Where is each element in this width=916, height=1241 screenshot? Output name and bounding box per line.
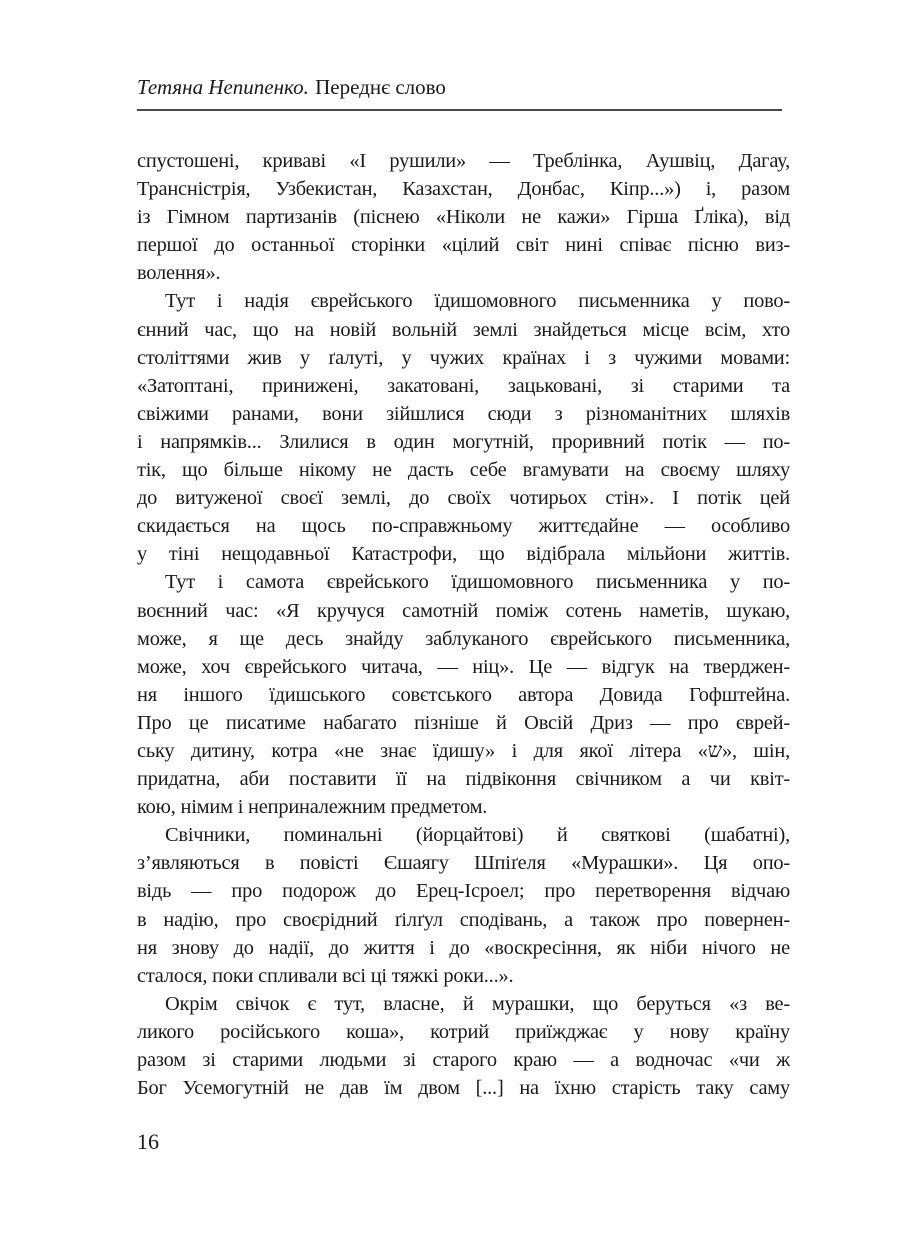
text-line: Бог Усемогутній не дав їм двом [...] на їхню старість таку саму (137, 1077, 790, 1100)
text-line: воєнний час: «Я кручуся самотній поміж сотень наметів, шукаю, (137, 599, 790, 622)
text-line: першої до останньої сторінки «цілий світ нині співає пісню виз- (137, 234, 790, 257)
text-line: і напрямків... Злилися в один могутній, проривний потік — по- (137, 430, 790, 453)
text-line: спустошені, криваві «І рушили» — Треблінка, Аушвіц, Дагау, (137, 150, 790, 172)
text-line: придатна, аби поставити її на підвіконня свічником а чи квіт- (137, 768, 790, 791)
text-line: ня іншого їдишського совєтського автора Довида Гофштейна. (137, 683, 790, 706)
text-line: Трансністрія, Узбекистан, Казахстан, Донбас, Кіпр...») і, разом (137, 178, 790, 201)
text-line: століттями жив у ґалуті, у чужих країнах і з чужими мовами: (137, 346, 790, 369)
text-line: до витуженої своєї землі, до своїх чотирьох стін». І потік цей (137, 487, 790, 510)
text-line: відь — про подорож до Ерец-Ісроел; про перетворення відчаю (137, 880, 790, 903)
text-line: ликого російського коша», котрий приїжджає у нову країну (137, 1020, 790, 1043)
running-header-section: Переднє слово (315, 75, 446, 99)
text-line: Тут і надія єврейського їдишомовного письменника у пово- (165, 290, 790, 313)
text-line: у тіні нещодавньої Катастрофи, що відібрала мільйони життів. (137, 543, 790, 566)
text-line: «Затоптані, принижені, закатовані, зацьковані, зі старими та (137, 374, 790, 397)
text-line: тік, що більше нікому не дасть себе вгамувати на своєму шляху (137, 459, 790, 482)
text-line: Тут і самота єврейського їдишомовного письменника у по- (165, 571, 790, 594)
running-header (137, 74, 790, 100)
text-line: кою, німим і неприналежним предметом. (137, 796, 488, 819)
text-line: сталося, поки спливали всі ці тяжкі роки...». (137, 964, 514, 987)
header-rule-divider (137, 109, 782, 111)
text-line: із Гімном партизанів (піснею «Ніколи не кажи» Гірша Ґліка), від (137, 206, 790, 229)
text-line: в надію, про своєрідний ґілґул сподівань, а також про повернен- (137, 908, 790, 931)
text-line: Окрім свічок є тут, власне, й мурашки, що беруться «з ве- (165, 992, 790, 1015)
text-line: волення». (137, 262, 221, 285)
text-line: ську дитину, котра «не знає їдишу» і для якої літера «ש», шін, (137, 739, 790, 762)
text-line: може, хоч єврейського читача, — ніц». Це — відгук на тверджен- (137, 655, 790, 678)
text-line: Свічники, поминальні (йорцайтові) й святкові (шабатні), (165, 824, 790, 847)
text-line: Про це писатиме набагато пізніше й Овсій Дриз — про єврей- (137, 711, 790, 734)
text-line: єнний час, що на новій вольній землі знайдеться місце всім, хто (137, 318, 790, 341)
page-number: 16 (137, 1129, 159, 1154)
running-header-author: Тетяна Непипенко. (137, 75, 309, 99)
text-line: свіжими ранами, вони зійшлися сюди з різноманітних шляхів (137, 402, 790, 425)
text-line: може, я ще десь знайду заблуканого єврейського письменника, (137, 627, 790, 650)
text-line: скидається на щось по-справжньому життєдайне — особливо (137, 515, 790, 538)
text-line: разом зі старими людьми зі старого краю — а водночас «чи ж (137, 1049, 790, 1071)
text-line: ня знову до надії, до життя і до «воскресіння, як ніби нічого не (137, 936, 790, 959)
body-text (137, 147, 790, 1102)
text-line: з’являються в повісті Єшаягу Шпіґеля «Мурашки». Ця опо- (137, 852, 790, 875)
